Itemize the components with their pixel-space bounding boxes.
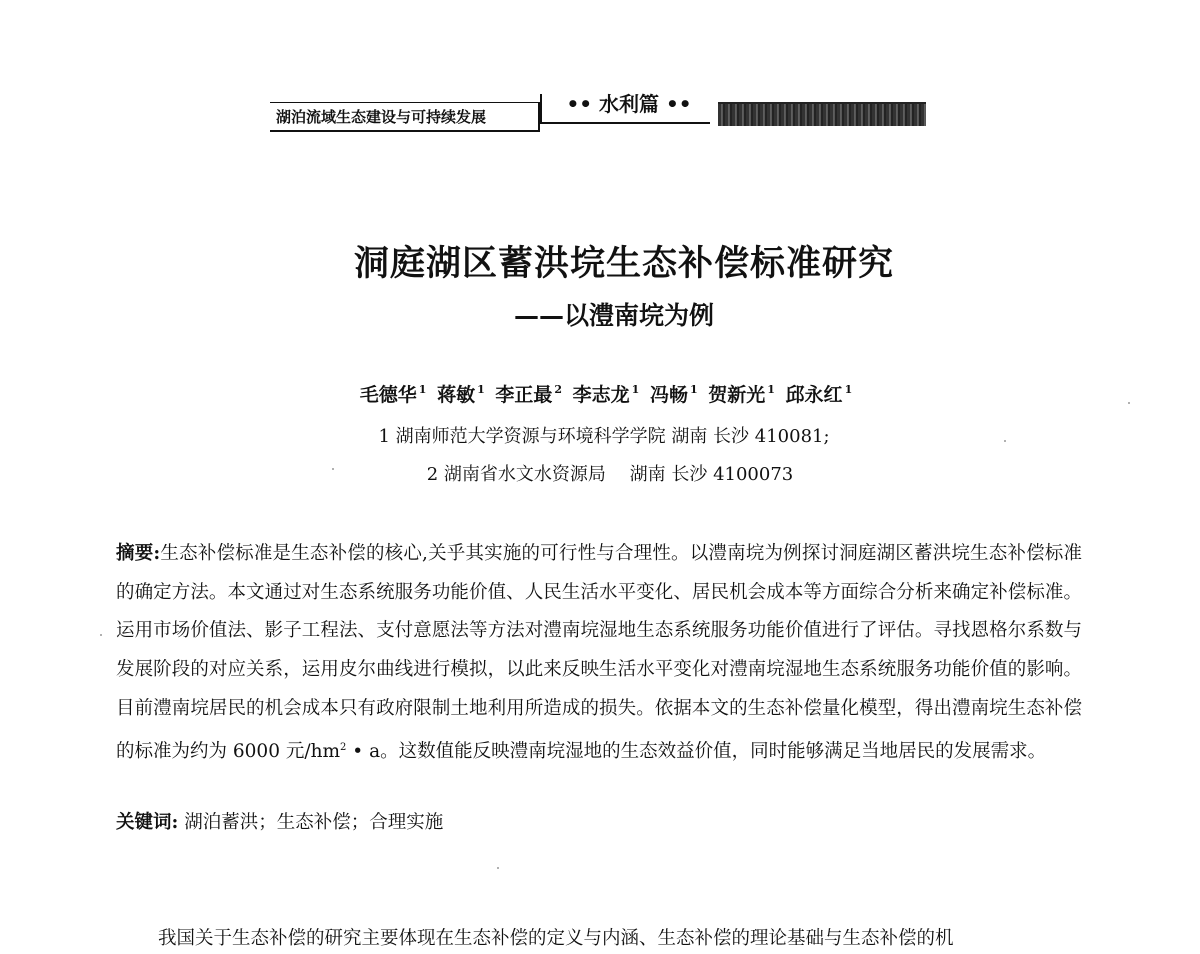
journal-header [270, 88, 930, 132]
author-name: 李志龙 [572, 384, 630, 406]
affiliation-1: 1 湖南师范大学资源与环境科学学院 湖南 长沙 410081; [378, 426, 830, 447]
abstract [116, 535, 1082, 771]
affiliation-2: 2 湖南省水文水资源局 湖南 长沙 4100073 [426, 464, 794, 485]
author-affiliation-mark: 1 [477, 383, 485, 396]
author-affiliation-mark: 2 [554, 383, 563, 396]
body-paragraph: 我国关于生态补偿的研究主要体现在生态补偿的定义与内涵、生态补偿的理论基础与生态补偿的机 [158, 928, 954, 949]
scan-speck [1128, 402, 1130, 404]
author-affiliation-mark: 1 [418, 383, 427, 396]
author-affiliation-mark: 1 [631, 383, 640, 396]
scan-speck [497, 867, 499, 869]
author-affiliation-mark: 1 [689, 383, 698, 396]
author-list [8, 380, 1200, 407]
scan-speck [332, 468, 334, 470]
keywords [116, 808, 1082, 838]
abstract-label: 摘要: [116, 543, 161, 564]
header-decorative-band [718, 102, 926, 126]
author-affiliation-mark: 1 [844, 383, 853, 396]
journal-section-label: 湖泊流域生态建设与可持续发展 [270, 102, 540, 132]
keywords-text: 湖泊蓄洪；生态补偿；合理实施 [178, 812, 444, 833]
abstract-text-end: • a。这数值能反映澧南垸湿地的生态效益价值，同时能够满足当地居民的发展需求。 [346, 740, 1047, 762]
author-name: 毛德华 [359, 384, 417, 406]
abstract-text: 生态补偿标准是生态补偿的核心,关乎其实施的可行性与合理性。以澧南垸为例探讨洞庭湖区蓄洪垸生态补偿标准的确定方法。本文通过对生态系统服务功能价值、人民生活水平变化、居民机会成本等方面综合分析来确定补偿标准。运用市场价值法、影子工程法、支付意愿法等方法对澧南垸湿地生态系统服务功能价值进行了评估。寻找恩格尔系数与发展阶段的对应关系，运用皮尔曲线进行模拟，以此来反映生活水平变化对澧南垸湿地生态系统服务功能价值的影响。目前澧南垸居民的机会成本只有政府限制土地利用所造成的损失。依据本文的生态补偿量化模型，得出澧南垸生态补偿的标准为约为 6000 元/hm [116, 543, 1082, 762]
author-name: 冯畅 [649, 384, 688, 406]
column-title: •• 水利篇 •• [566, 92, 692, 116]
author-affiliation-mark: 1 [767, 383, 775, 396]
article-subtitle: ——以澧南垸为例 [513, 301, 714, 330]
scan-speck [100, 634, 102, 636]
author-name: 蒋敏 [437, 384, 476, 406]
author-name: 贺新光 [708, 384, 766, 406]
article-title: 洞庭湖区蓄洪垸生态补偿标准研究 [353, 243, 894, 284]
scan-speck [1004, 440, 1006, 442]
keywords-label: 关键词: [116, 812, 179, 833]
unit-superscript: 2 [340, 741, 347, 753]
author-name: 邱永红 [785, 384, 843, 406]
author-name: 李正最 [495, 384, 553, 406]
